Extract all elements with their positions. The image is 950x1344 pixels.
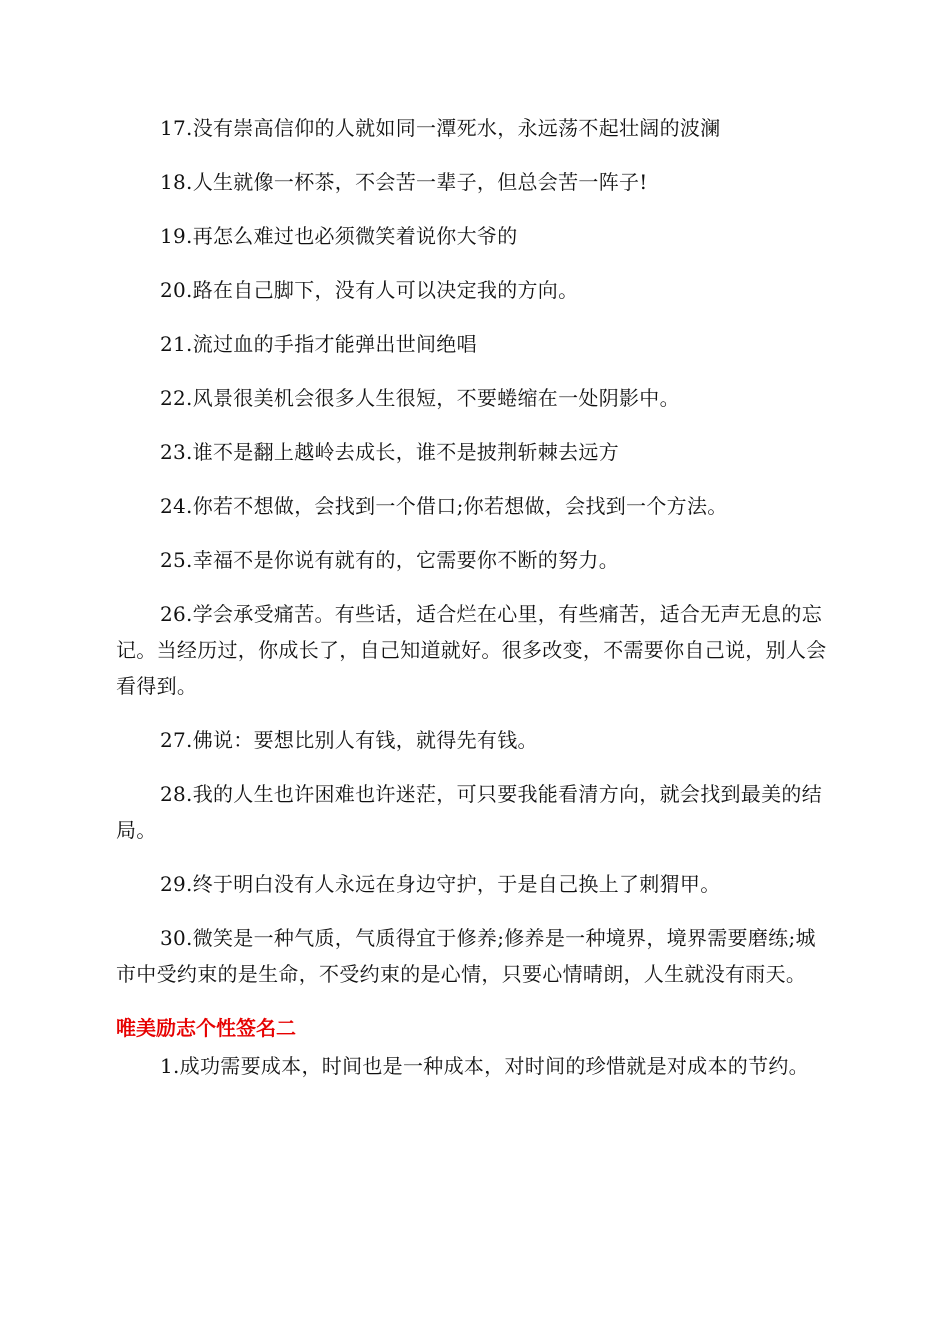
paragraph-20: 20.路在自己脚下，没有人可以决定我的方向。 [160,278,579,302]
paragraph-22: 22.风景很美机会很多人生很短，不要蜷缩在一处阴影中。 [160,386,680,410]
paragraph-18: 18.人生就像一杯茶，不会苦一辈子，但总会苦一阵子! [160,170,648,194]
paragraph-17: 17.没有崇高信仰的人就如同一潭死水，永远荡不起壮阔的波澜 [160,116,721,140]
paragraph-26: 26.学会承受痛苦。有些话，适合烂在心里，有些痛苦，适合无声无息的忘记。当经历过，你成长了，自己知道就好。很多改变，不需要你自己说，别人会看得到。 [116,602,827,698]
paragraph-27: 27.佛说：要想比别人有钱，就得先有钱。 [160,728,538,752]
paragraph-29: 29.终于明白没有人永远在身边守护，于是自己换上了刺猬甲。 [160,872,721,896]
paragraph-25: 25.幸福不是你说有就有的，它需要你不断的努力。 [160,548,620,572]
paragraph-24: 24.你若不想做，会找到一个借口;你若想做，会找到一个方法。 [160,494,728,518]
paragraph-19: 19.再怎么难过也必须微笑着说你大爷的 [160,224,518,248]
paragraph-28: 28.我的人生也许困难也许迷茫，可只要我能看清方向，就会找到最美的结局。 [116,782,823,842]
paragraph-23: 23.谁不是翻上越岭去成长，谁不是披荆斩棘去远方 [160,440,620,464]
paragraph-30: 30.微笑是一种气质，气质得宜于修养;修养是一种境界，境界需要磨练;城市中受约束的是生命，不受约束的是心情，只要心情晴朗，人生就没有雨天。 [116,926,816,986]
section-heading: 唯美励志个性签名二 [116,1016,296,1040]
paragraph-21: 21.流过血的手指才能弹出世间绝唱 [160,332,477,356]
section-paragraph-1: 1.成功需要成本，时间也是一种成本，对时间的珍惜就是对成本的节约。 [160,1054,809,1078]
document-body [116,110,836,1102]
